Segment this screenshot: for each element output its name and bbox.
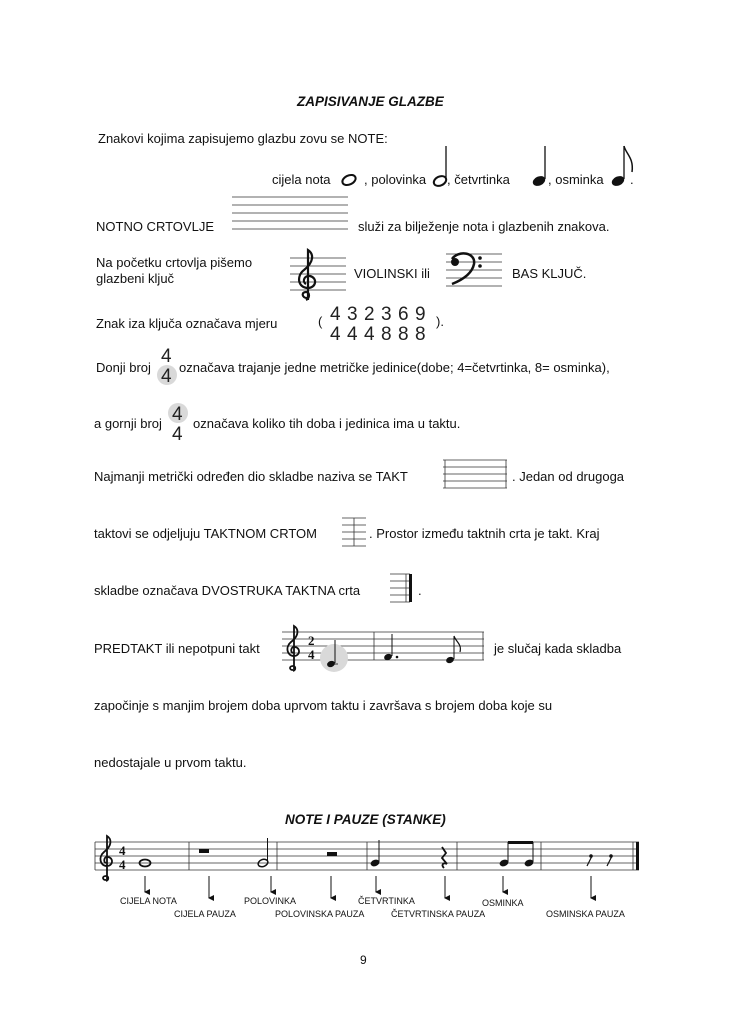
meter-top-digit: 9 — [415, 304, 426, 325]
eighth-note-label: , osminka — [548, 172, 604, 187]
violin-label: VIOLINSKI ili — [354, 266, 430, 281]
label-quarter-rest: ČETVRTINSKA PAUZA — [391, 909, 486, 919]
pred-text-c: započinje s manjim brojem doba uprvom taktu i završava s brojem doba koje su — [94, 698, 553, 713]
quarter-note-label: , četvrtinka — [447, 172, 510, 187]
meter-bottom-digit: 8 — [381, 324, 392, 345]
frac-top-2: 4 — [172, 404, 183, 425]
label-half-rest: POLOVINSKA PAUZA — [275, 909, 365, 919]
upbeat-staff-icon — [282, 624, 486, 676]
meter-label: Znak iza ključa označava mjeru — [96, 316, 278, 331]
section-title: NOTE I PAUZE (STANKE) — [285, 812, 446, 827]
meter-top-digit: 3 — [347, 304, 358, 325]
crta-text-a: taktovi se odjeljuju TAKTNOM CRTOM — [94, 526, 317, 541]
half-note-label: , polovinka — [364, 172, 427, 187]
meter-top-digit: 2 — [364, 304, 375, 325]
double-barline-icon — [390, 570, 416, 606]
label-quarter-note: ČETVRTINKA — [358, 896, 415, 906]
bass-clef-icon — [446, 250, 502, 290]
notes-end: . — [630, 172, 634, 187]
frac-bottom-2: 4 — [172, 424, 183, 445]
whole-note-label: cijela nota — [272, 172, 331, 187]
intro-text: Znakovi kojima zapisujemo glazbu zovu se NOTE: — [98, 131, 388, 146]
staff-icon — [232, 195, 350, 235]
takt-text-a: Najmanji metrički određen dio skladbe naziva se TAKT — [94, 469, 408, 484]
upper-fraction — [168, 402, 190, 445]
pred-text-d: nedostajale u prvom taktu. — [94, 755, 247, 770]
crta-text-b: . Prostor između taktnih crta je takt. Kraj — [369, 526, 600, 541]
meter-top-digit: 3 — [381, 304, 392, 325]
label-whole-rest: CIJELA PAUZA — [174, 909, 236, 919]
takt-staff-icon — [443, 456, 509, 492]
meter-signatures — [328, 300, 438, 344]
meter-close: ). — [436, 314, 444, 329]
pred-text-b: je slučaj kada skladba — [494, 641, 622, 656]
barline-icon — [342, 514, 368, 550]
ts-bottom: 4 — [119, 857, 126, 872]
meter-top-digit: 4 — [330, 304, 341, 325]
label-eighth-rest: OSMINSKA PAUZA — [546, 909, 625, 919]
upbeat-ts-top: 2 — [308, 633, 315, 648]
label-whole-note: CIJELA NOTA — [120, 896, 177, 906]
page-title: ZAPISIVANJE GLAZBE — [297, 94, 444, 109]
upper-text-a: a gornji broj — [94, 416, 162, 431]
page-number: 9 — [360, 953, 367, 967]
meter-bottom-digit: 8 — [415, 324, 426, 345]
meter-bottom-digit: 4 — [347, 324, 358, 345]
upper-text-b: označava koliko tih doba i jedinica ima u taktu. — [193, 416, 461, 431]
clef-text-1: Na početku crtovlja pišemo — [96, 255, 253, 270]
staff-label: NOTNO CRTOVLJE — [96, 219, 214, 234]
label-eighth-note: OSMINKA — [482, 898, 524, 908]
treble-clef-icon — [290, 246, 346, 304]
whole-note-icon — [341, 170, 361, 190]
lower-text-a: Donji broj — [96, 360, 151, 375]
meter-bottom-digit: 8 — [398, 324, 409, 345]
clef-text-2: glazbeni ključ — [96, 271, 175, 286]
meter-bottom-digit: 4 — [364, 324, 375, 345]
label-half-note: POLOVINKA — [244, 896, 297, 906]
frac-top: 4 — [161, 346, 172, 367]
frac-bottom: 4 — [161, 366, 172, 387]
lower-text-b: označava trajanje jedne metričke jedinice(dobe; 4=četvrtinka, 8= osminka), — [179, 360, 610, 375]
bass-label: BAS KLJUČ. — [512, 266, 587, 281]
dvo-end: . — [418, 583, 422, 598]
upbeat-ts-bottom: 4 — [308, 647, 315, 662]
meter-top-digit: 6 — [398, 304, 409, 325]
meter-open: ( — [318, 314, 323, 329]
pred-text-a: PREDTAKT ili nepotpuni takt — [94, 641, 260, 656]
staff-desc: služi za bilježenje nota i glazbenih znakova. — [358, 219, 610, 234]
takt-text-b: . Jedan od drugoga — [512, 469, 625, 484]
dvo-text-a: skladbe označava DVOSTRUKA TAKTNA crta — [94, 583, 361, 598]
ts-top: 4 — [119, 843, 126, 858]
meter-bottom-digit: 4 — [330, 324, 341, 345]
lower-fraction — [158, 346, 178, 386]
